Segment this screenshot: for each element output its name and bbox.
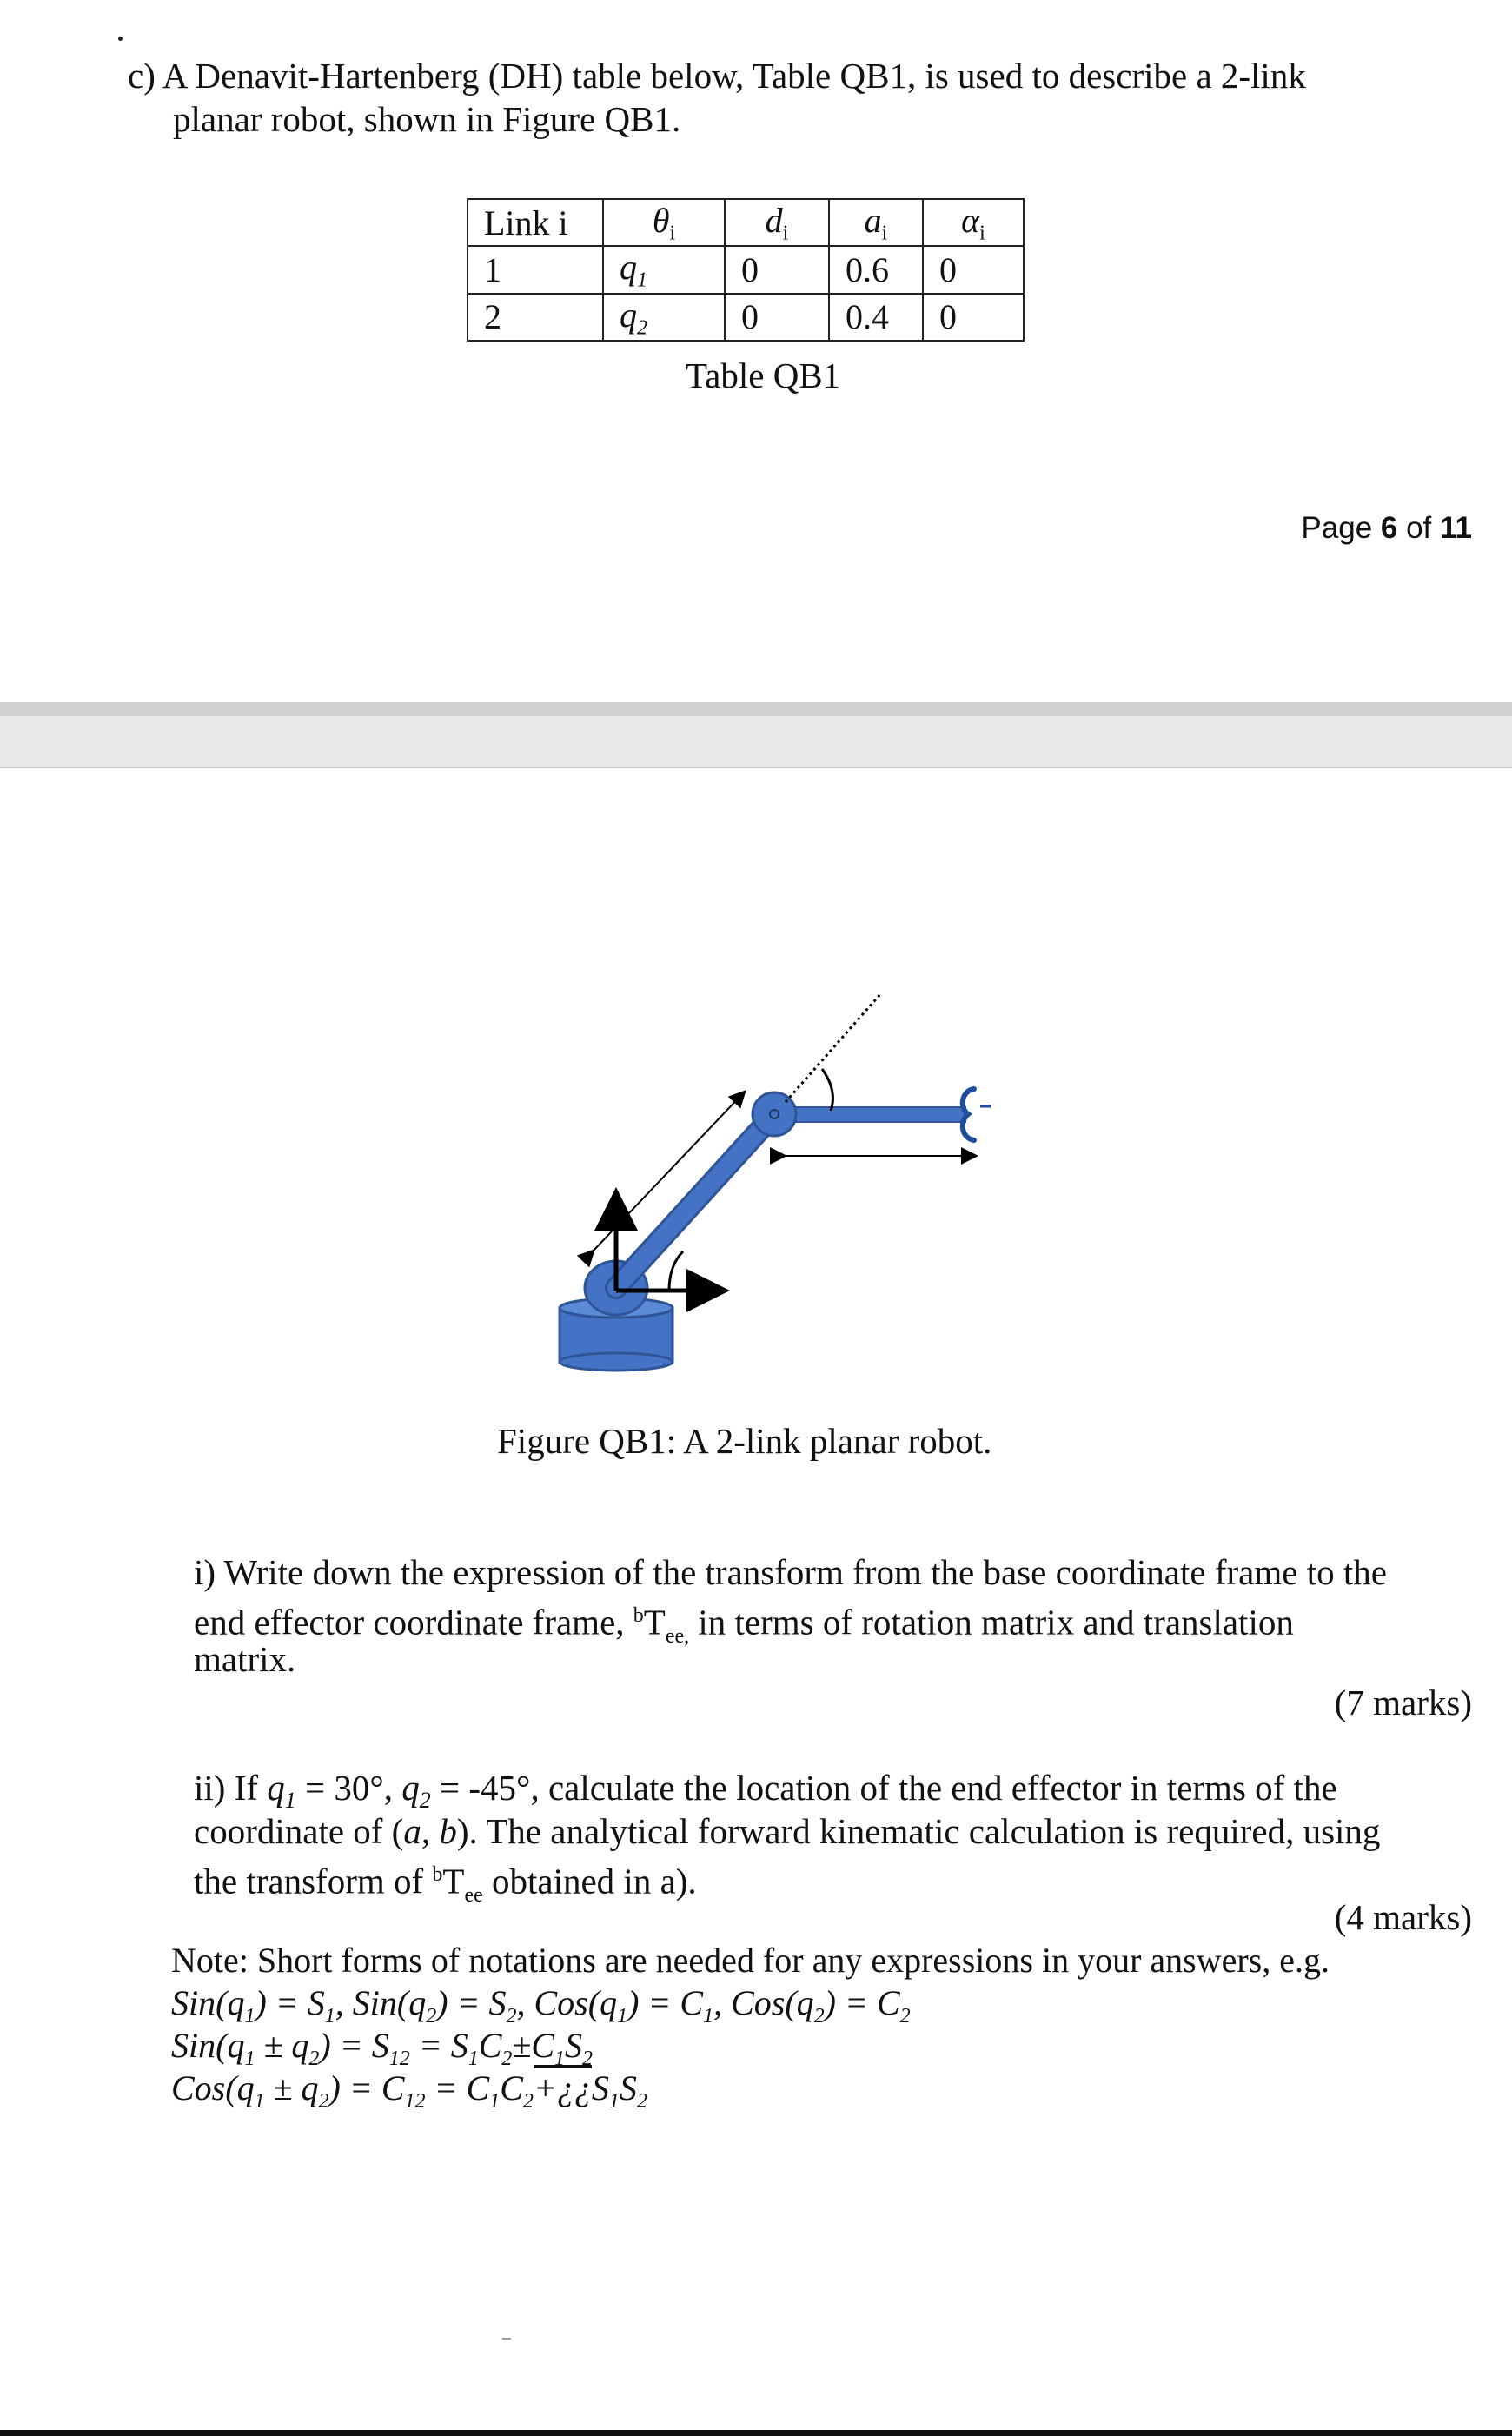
part-ii-line2: coordinate of (a, b). The analytical forward kinematic calculation is required, using [194, 1811, 1381, 1851]
note-line1: Note: Short forms of notations are needed for any expressions in your answers, e.g. [171, 1941, 1330, 1980]
dh-cell-d: 0 [725, 294, 829, 341]
page-gap-shadow [0, 702, 1512, 716]
bottom-rule [0, 2430, 1512, 2436]
figure-caption: Figure QB1: A 2-link planar robot. [497, 1421, 992, 1461]
dh-header-link: Link i [468, 199, 603, 246]
page-gap-edge [0, 767, 1512, 768]
bullet-dot [118, 37, 123, 41]
extension-dotted-line [786, 993, 881, 1102]
note-sin-sum-line: $Sin(q_1 \pm q_2) = S_{12} = S_1C_2\pm C_1S_2$ [171, 2026, 594, 2070]
q1-angle-arc [669, 1251, 683, 1291]
dh-table-header-row [468, 199, 1024, 246]
stray-mark [502, 2338, 511, 2340]
note-cos-sum-line: $Cos(q_1 \pm q_2) = C_{12}$ = $C_1C_2+¿¿S_1S_2$ [171, 2068, 647, 2113]
part-i-line1: i) Write down the expression of the transform from the base coordinate frame to the [194, 1552, 1387, 1592]
dh-cell-alpha: 0 [923, 246, 1024, 293]
dh-cell-link: 1 [468, 246, 603, 293]
table-caption: Table QB1 [686, 355, 841, 395]
joint-2 [753, 1092, 796, 1136]
dh-header-d: $d_i$ [725, 199, 829, 246]
table-row [468, 294, 1024, 341]
table-row [468, 246, 1024, 293]
question-c-line1: c) A Denavit-Hartenberg (DH) table below, Table QB1, is used to describe a 2-link [128, 56, 1306, 96]
dh-cell-d: 0 [725, 246, 829, 293]
note-sin-cos-line: $Sin(q_1) = S_1$, $Sin(q_2) = S_2$, $Cos(q_1) = C_1$, $Cos(q_2) = C_2$ [171, 1983, 911, 2028]
page-indicator: Page 6 of 11 [1301, 511, 1472, 545]
link-2 [774, 1107, 965, 1122]
dh-cell-theta: $q_1$ [603, 246, 725, 293]
part-i-line2: end effector coordinate frame, $^bT_{ee,}$ in terms of rotation matrix and translation [194, 1602, 1294, 1648]
dh-cell-alpha: 0 [923, 294, 1024, 341]
dh-header-a: $a_i$ [829, 199, 923, 246]
dh-header-alpha: $\alpha_i$ [923, 199, 1024, 246]
dh-cell-theta: $q_2$ [603, 294, 725, 341]
dh-cell-link: 2 [468, 294, 603, 341]
gripper-icon [963, 1089, 991, 1140]
part-ii-line1: ii) If $q_1 = 30^\circ$, $q_2 = -45^\circ$, calculate the location of the end effector in terms of the [194, 1768, 1337, 1814]
dh-table [467, 198, 1025, 342]
question-c-line2: planar robot, shown in Figure QB1. [173, 99, 681, 139]
dh-cell-a: 0.4 [829, 294, 923, 341]
dh-header-theta: $\theta_i$ [603, 199, 725, 246]
part-ii-line3: the transform of $^bT_{ee}$ obtained in a). [194, 1861, 697, 1907]
part-i-marks: (7 marks) [1334, 1683, 1472, 1722]
robot-figure [0, 956, 1512, 1408]
part-i-line3: matrix. [194, 1639, 296, 1679]
part-ii-marks: (4 marks) [1334, 1897, 1472, 1937]
q2-angle-arc [822, 1069, 832, 1111]
dh-cell-a: 0.6 [829, 246, 923, 293]
